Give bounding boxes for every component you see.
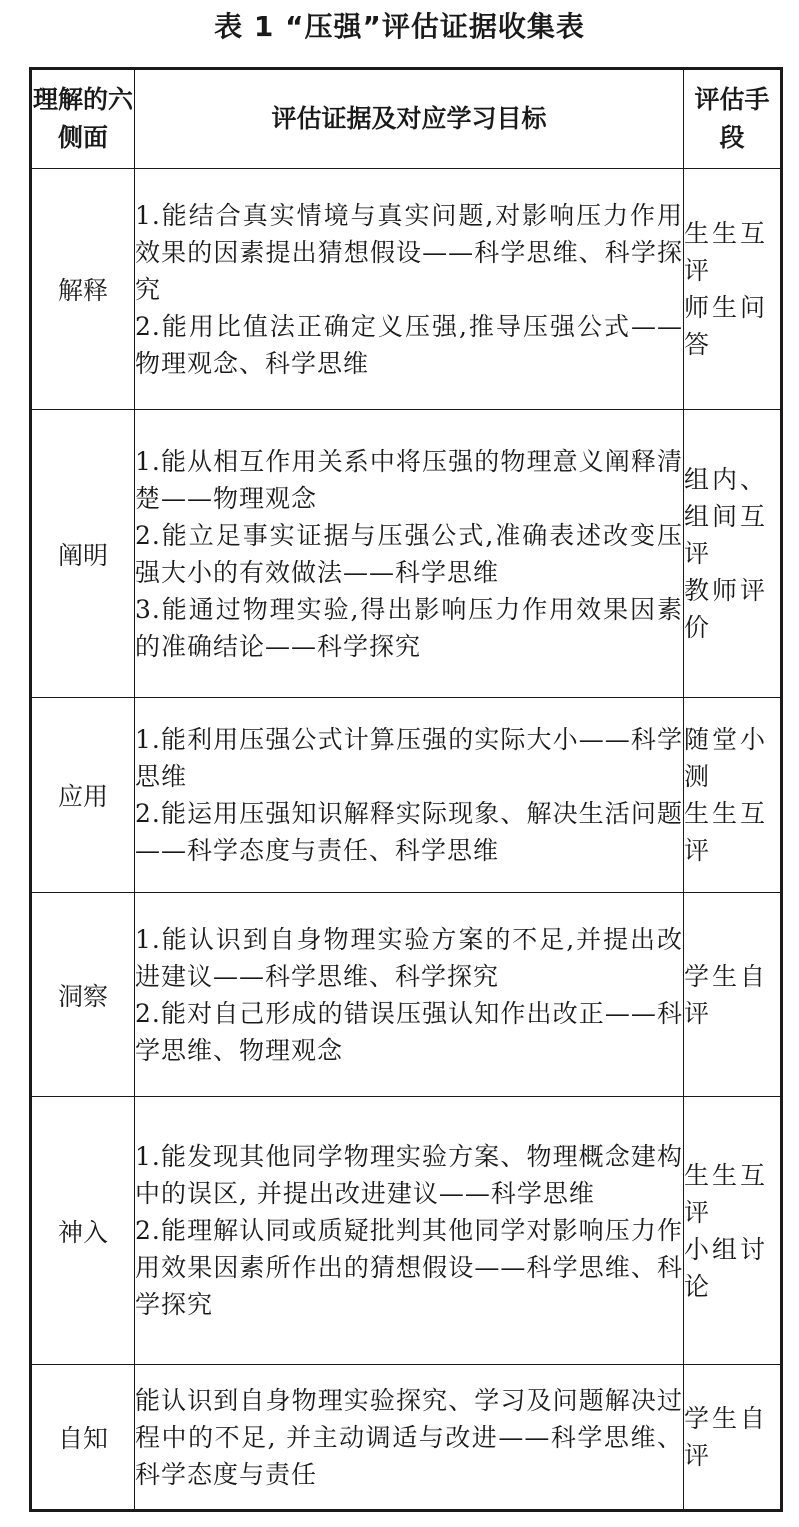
evidence-item: 1.能从相互作用关系中将压强的物理意义阐释清楚——物理观念	[135, 446, 683, 513]
table-row	[31, 1097, 782, 1365]
method-item: 师生问答	[684, 293, 769, 359]
method-cell	[684, 893, 782, 1097]
evidence-item: 1.能发现其他同学物理实验方案、物理概念建构中的误区, 并提出改进建议——科学思维	[135, 1142, 683, 1208]
evidence-cell	[135, 893, 684, 1097]
header-method: 评估手段	[684, 69, 782, 169]
method-item: 随堂小测	[684, 725, 769, 791]
evidence-item: 2.能运用压强知识解释实际现象、解决生活问题——科学态度与责任、科学思维	[135, 799, 683, 865]
method-item: 生生互评	[684, 799, 769, 865]
evidence-item: 能认识到自身物理实验探究、学习及问题解决过程中的不足, 并主动调适与改进——科学思维、科学态度与责任	[135, 1385, 683, 1489]
method-item: 学生自评	[684, 961, 769, 1028]
table-row	[31, 698, 782, 893]
method-cell	[684, 169, 782, 410]
evidence-cell	[135, 698, 684, 893]
evidence-item: 1.能利用压强公式计算压强的实际大小——科学思维	[135, 725, 683, 791]
evidence-cell	[135, 169, 684, 410]
method-item: 生生互评	[684, 1160, 769, 1227]
facet-cell: 应用	[31, 698, 135, 893]
evidence-cell	[135, 1365, 684, 1511]
table-title: 表 1 “压强”评估证据收集表	[214, 10, 585, 43]
header-evidence: 评估证据及对应学习目标	[135, 69, 684, 169]
evidence-item: 2.能用比值法正确定义压强,推导压强公式——物理观念、科学思维	[135, 311, 683, 378]
method-item: 小组讨论	[684, 1234, 769, 1301]
facet-cell: 解释	[31, 169, 135, 410]
facet-cell: 自知	[31, 1365, 135, 1511]
evidence-item: 1.能认识到自身物理实验方案的不足,并提出改进建议——科学思维、科学探究	[135, 924, 683, 991]
evidence-item: 1.能结合真实情境与真实问题,对影响压力作用效果的因素提出猜想假设——科学思维、科学探究	[135, 200, 683, 304]
evidence-item: 2.能对自己形成的错误压强认知作出改正——科学思维、物理观念	[135, 998, 683, 1065]
method-cell	[684, 698, 782, 893]
method-item: 生生互评	[684, 219, 769, 285]
evidence-item: 2.能理解认同或质疑批判其他同学对影响压力作用效果因素所作出的猜想假设——科学思维、科学探究	[135, 1216, 683, 1319]
table-row	[31, 410, 782, 698]
table-header-row	[31, 69, 782, 169]
table-row	[31, 1365, 782, 1511]
facet-cell: 洞察	[31, 893, 135, 1097]
method-item: 学生自评	[684, 1404, 769, 1470]
facet-cell: 阐明	[31, 410, 135, 698]
evidence-cell	[135, 1097, 684, 1365]
facet-cell: 神入	[31, 1097, 135, 1365]
evidence-table	[29, 67, 783, 1512]
table-row	[31, 893, 782, 1097]
evidence-item: 2.能立足事实证据与压强公式,准确表述改变压强大小的有效做法——科学思维	[135, 520, 683, 587]
evidence-item: 3.能通过物理实验,得出影响压力作用效果因素的准确结论——科学探究	[135, 594, 683, 661]
evidence-cell	[135, 410, 684, 698]
table-row	[31, 169, 782, 410]
method-cell	[684, 1097, 782, 1365]
header-facet: 理解的六侧面	[31, 69, 135, 169]
method-cell	[684, 410, 782, 698]
method-item: 组内、组间互评	[684, 465, 769, 568]
method-cell	[684, 1365, 782, 1511]
method-item: 教师评价	[684, 576, 769, 642]
